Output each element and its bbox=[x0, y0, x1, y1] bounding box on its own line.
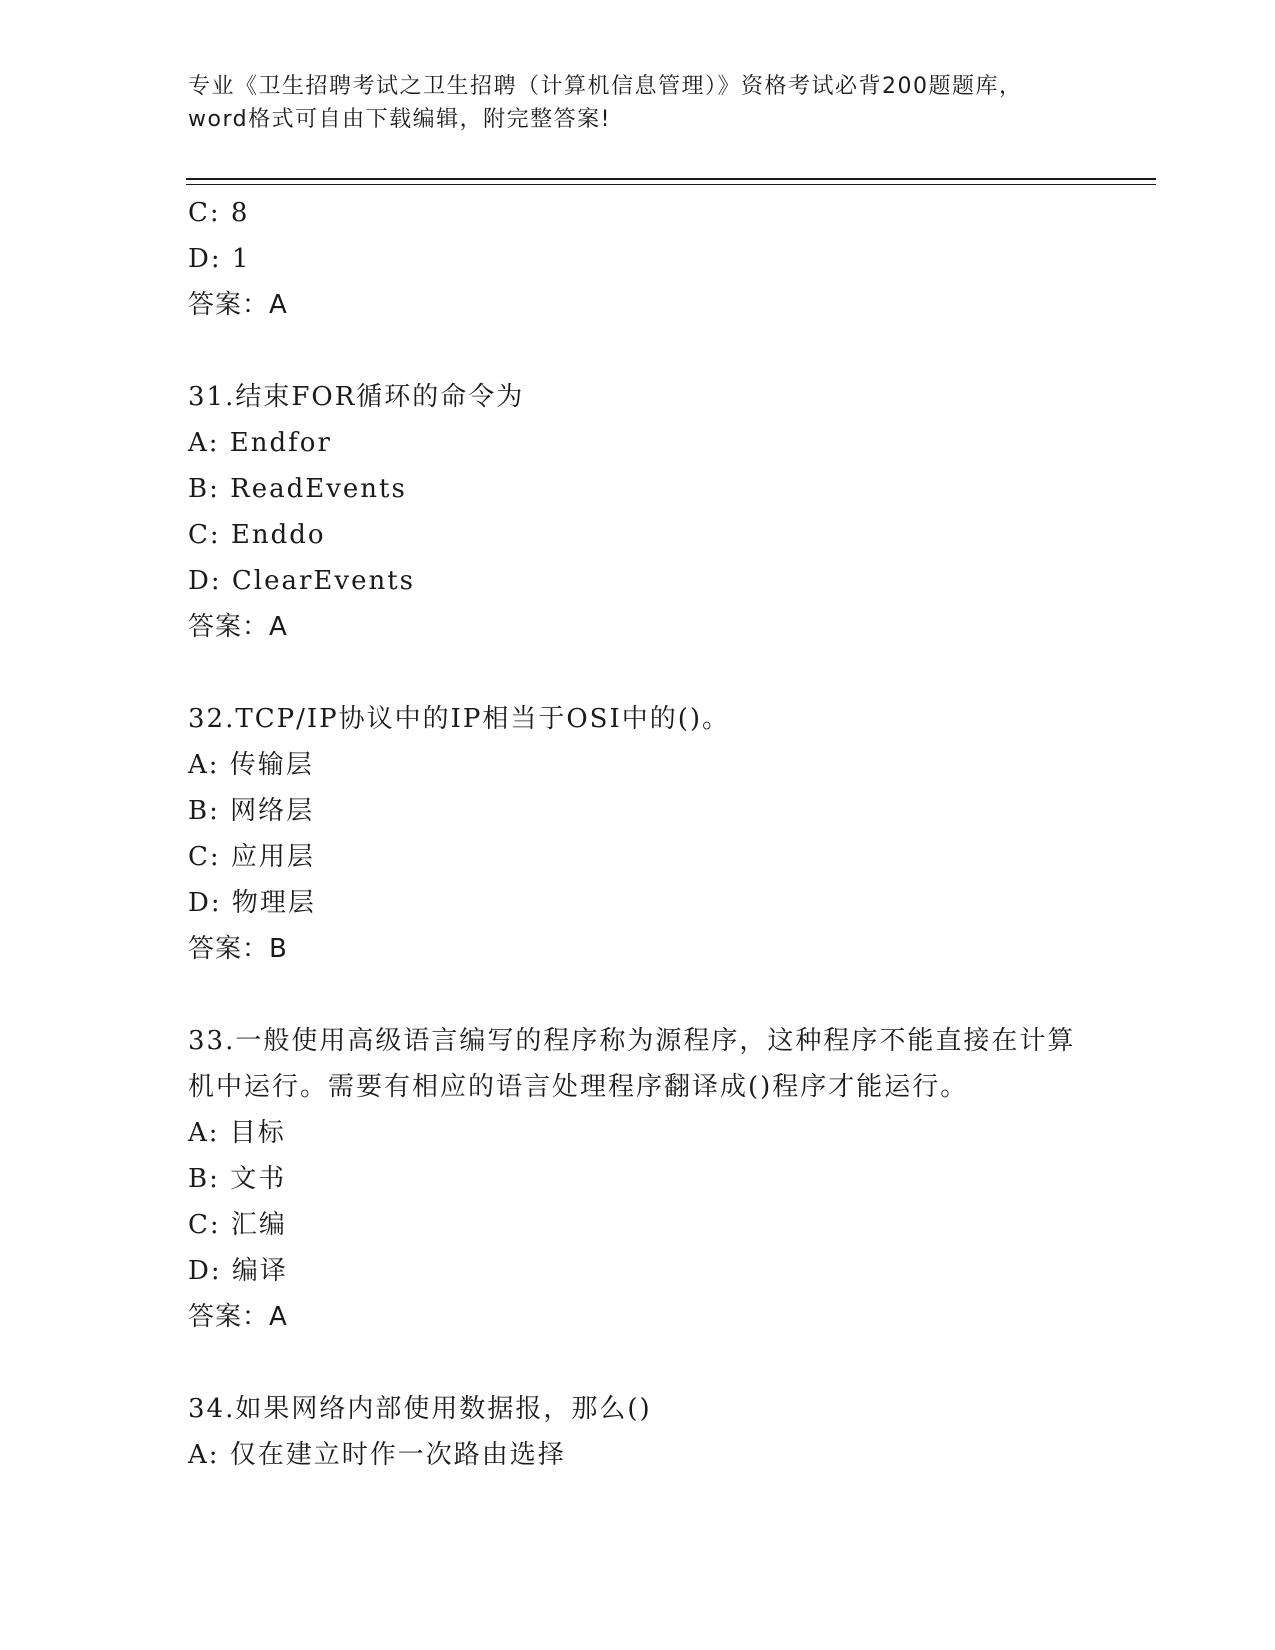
option-b: B: 网络层 bbox=[188, 796, 315, 826]
answer-line: 答案：A bbox=[188, 612, 288, 642]
option-c: C: 汇编 bbox=[188, 1210, 287, 1240]
option-a: A: 目标 bbox=[188, 1118, 286, 1148]
spacer bbox=[188, 328, 1088, 374]
question-text: 34.如果网络内部使用数据报，那么() bbox=[188, 1394, 652, 1424]
question-block-34 bbox=[188, 1386, 1088, 1478]
question-text: 32.TCP/IP协议中的IP相当于OSI中的()。 bbox=[188, 704, 731, 734]
option-c: C: Enddo bbox=[188, 520, 326, 550]
option-a: A: 传输层 bbox=[188, 750, 314, 780]
spacer bbox=[188, 650, 1088, 696]
option-c: C: 应用层 bbox=[188, 842, 315, 872]
question-block-31 bbox=[188, 374, 1088, 650]
spacer bbox=[188, 972, 1088, 1018]
option-d: D: 物理层 bbox=[188, 888, 316, 918]
document-header bbox=[188, 70, 1088, 136]
header-rule-thin bbox=[186, 184, 1156, 185]
option-c: C: 8 bbox=[188, 198, 250, 228]
question-block-prev bbox=[188, 190, 1088, 328]
option-d: D: 1 bbox=[188, 244, 251, 274]
question-block-33 bbox=[188, 1018, 1088, 1340]
spacer bbox=[188, 1340, 1088, 1386]
answer-line: 答案：A bbox=[188, 290, 288, 320]
option-b: B: ReadEvents bbox=[188, 474, 407, 504]
option-a: A: Endfor bbox=[188, 428, 332, 458]
answer-line: 答案：B bbox=[188, 934, 288, 964]
option-d: D: 编译 bbox=[188, 1256, 288, 1286]
question-text: 31.结束FOR循环的命令为 bbox=[188, 382, 525, 412]
question-list bbox=[188, 190, 1088, 1478]
option-d: D: ClearEvents bbox=[188, 566, 415, 596]
option-a: A: 仅在建立时作一次路由选择 bbox=[188, 1440, 566, 1470]
question-block-32 bbox=[188, 696, 1088, 972]
option-b: B: 文书 bbox=[188, 1164, 287, 1194]
answer-line: 答案：A bbox=[188, 1302, 288, 1332]
question-text: 33.一般使用高级语言编写的程序称为源程序，这种程序不能直接在计算机中运行。需要有相应的语言处理程序翻译成()程序才能运行。 bbox=[188, 1026, 1076, 1102]
header-subtitle-line: word格式可自由下载编辑，附完整答案! bbox=[188, 107, 611, 132]
header-rule-thick bbox=[186, 178, 1156, 180]
header-title-line: 专业《卫生招聘考试之卫生招聘（计算机信息管理）》资格考试必背200题题库， bbox=[188, 74, 1023, 99]
